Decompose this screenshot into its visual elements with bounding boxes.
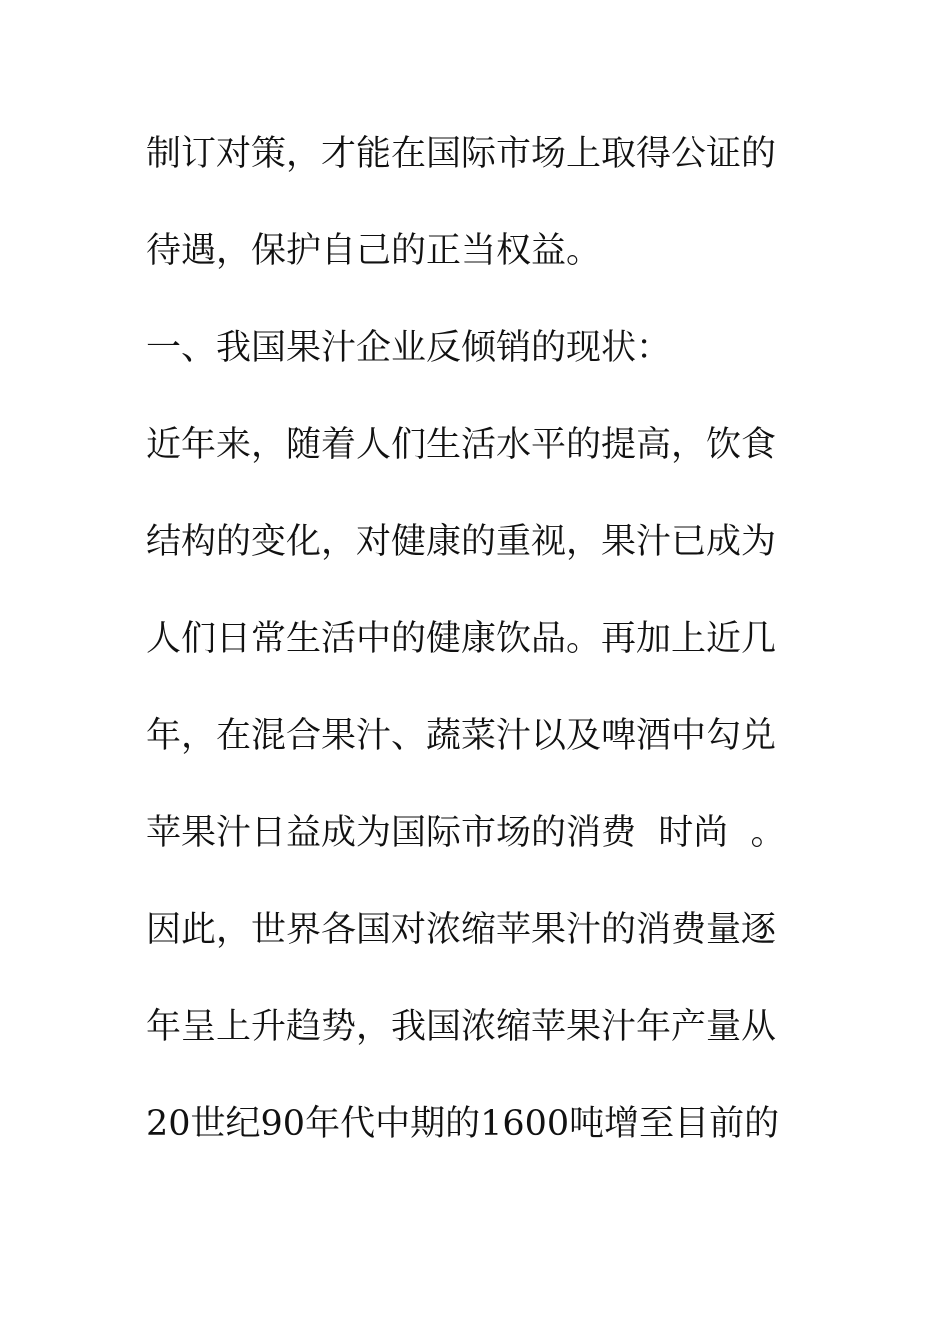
- text-line: 结构的变化，对健康的重视，果汁已成为: [146, 522, 777, 562]
- text-line: 20世纪90年代中期的1600吨增至目前的: [146, 1104, 780, 1144]
- body-text: [146, 128, 806, 1195]
- text-line: 年，在混合果汁、蔬菜汁以及啤酒中勾兑: [146, 716, 777, 756]
- text-line: 制订对策，才能在国际市场上取得公证的: [146, 134, 777, 174]
- text-line: 苹果汁日益成为国际市场的消费 时尚 。: [146, 813, 786, 853]
- text-line: 近年来，随着人们生活水平的提高，饮食: [146, 425, 777, 465]
- section-heading: 一、我国果汁企业反倾销的现状：: [146, 328, 672, 368]
- text-line: 人们日常生活中的健康饮品。再加上近几: [146, 619, 777, 659]
- text-line: 因此，世界各国对浓缩苹果汁的消费量逐: [146, 910, 777, 950]
- text-line: 年呈上升趋势，我国浓缩苹果汁年产量从: [146, 1007, 777, 1047]
- text-line: 待遇，保护自己的正当权益。: [146, 231, 602, 271]
